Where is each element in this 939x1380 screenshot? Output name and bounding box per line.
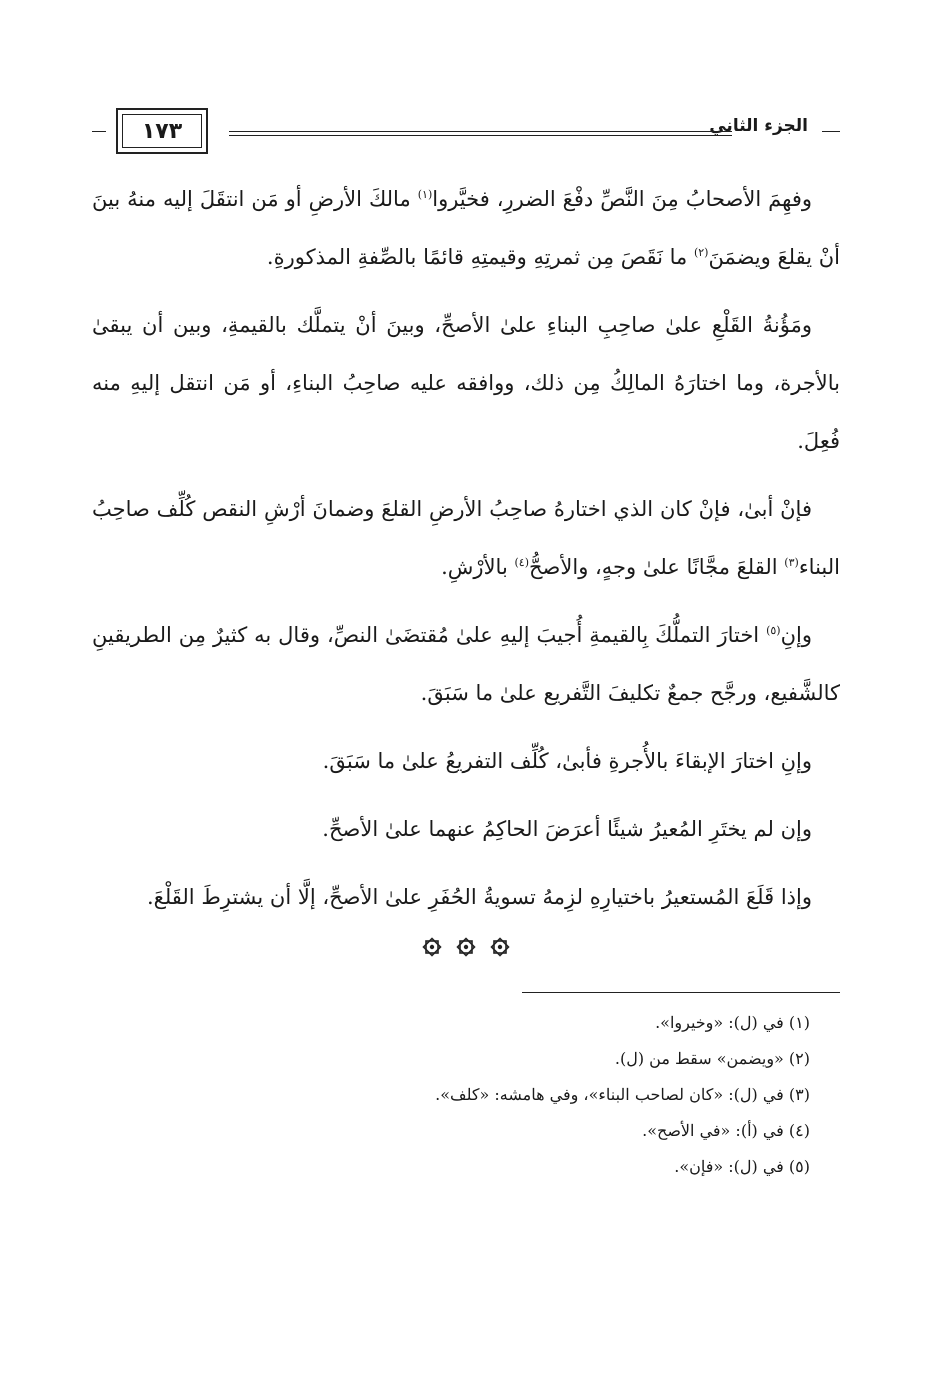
paragraph-text: وإنِ [780, 623, 812, 647]
page-header [92, 104, 840, 156]
paragraph-text: ما نَقَصَ مِن ثمرتِهِ وقيمتِهِ قائمًا بالصِّفةِ المذكورةِ. [266, 245, 694, 269]
paragraph-text: بالأرْشِ. [441, 555, 515, 579]
paragraph-text: اختارَ التملُّكَ بِالقيمةِ أُجيبَ إليهِ علىٰ مُقتضَىٰ النصِّ، وقال به كثيرٌ مِن الطريقينِ كالشَّفيع، ورجَّح جمعٌ تكليفَ التَّفريع علىٰ ما سَبَقَ. [92, 623, 840, 705]
paragraph [92, 800, 840, 858]
footnote-separator [522, 992, 840, 993]
footnotes [92, 1005, 840, 1185]
paragraph-text: فإنْ أبىٰ، فإنْ كان الذي اختارهُ صاحِبُ الأرضِ القلعَ وضمانَ أرْشِ النقص كُلِّف صاحِبُ البناء [92, 497, 840, 579]
footnote: (٣) في (ل): «كان لصاحب البناء»، وفي هامشه: «كلف». [435, 1085, 810, 1104]
paragraph [92, 170, 840, 286]
page-number: ١٧٣ [122, 114, 202, 148]
book-page [92, 104, 840, 1185]
paragraph [92, 732, 840, 790]
paragraph [92, 606, 840, 722]
part-title: الجزء الثاني [709, 116, 808, 136]
footnote-marker: (٥) [766, 624, 781, 637]
footnote-marker: (٢) [693, 246, 709, 259]
paragraph-text: وفهِمَ الأصحابُ مِنَ النَّصِّ دفْعَ الضررِ، فخيَّروا [432, 187, 812, 211]
footnote: (٤) في (أ): «في الأصح». [642, 1121, 810, 1140]
eight-point-star-icon [489, 936, 511, 958]
paragraph-text: وإذا قَلَعَ المُستعيرُ باختيارِهِ لزِمهُ تسويةُ الحُفَرِ علىٰ الأصحِّ، إلَّا أن يشترِطَ القَلْعَ. [146, 885, 812, 909]
paragraph [92, 296, 840, 470]
footnote: (١) في (ل): «وخيروا». [655, 1013, 810, 1032]
footnote-marker: (٣) [784, 556, 799, 569]
paragraph-text: وإنِ اختارَ الإبقاءَ بالأُجرةِ فأبىٰ، كُلِّف التفريعُ علىٰ ما سَبَقَ. [322, 749, 812, 773]
header-rule-right [822, 131, 840, 132]
page-number-frame [116, 108, 208, 154]
footnote: (٥) في (ل): «فإن». [674, 1157, 810, 1176]
paragraph-text: القلعَ مجَّانًا علىٰ وجهٍ، والأصحُّ [529, 555, 785, 579]
paragraph-text: ومَؤُنةُ القَلْعِ علىٰ صاحِبِ البناءِ علىٰ الأصحِّ، وبينَ أنْ يتملَّك بالقيمةِ، وبين أن يبقىٰ بالأجرة، وما اختارَهُ المالِكُ مِن ذلك، ووافقه عليه صاحِبُ البناءِ، أو مَن انتقل إليهِ منه فُعِلَ. [92, 313, 840, 453]
header-rule-middle-thin [229, 135, 732, 136]
paragraph [92, 868, 840, 926]
paragraph [92, 480, 840, 596]
header-rule-left [92, 131, 106, 132]
paragraph-text: مالكَ الأرضِ أو مَن انتقَلَ إليه منهُ بينَ أنْ يقلعَ ويضمَنَ [92, 187, 840, 269]
footnote-marker: (١) [417, 188, 433, 201]
main-text [92, 170, 840, 926]
footnote: (٢) «ويضمن» سقط من (ل). [614, 1049, 810, 1068]
section-divider-ornaments [92, 936, 840, 986]
paragraph-text: وإن لم يختَرِ المُعيرُ شيئًا أعرَضَ الحاكِمُ عنهما علىٰ الأصحِّ. [322, 817, 812, 841]
eight-point-star-icon [421, 936, 443, 958]
header-rule-middle [229, 131, 732, 132]
footnote-marker: (٤) [514, 556, 529, 569]
eight-point-star-icon [455, 936, 477, 958]
